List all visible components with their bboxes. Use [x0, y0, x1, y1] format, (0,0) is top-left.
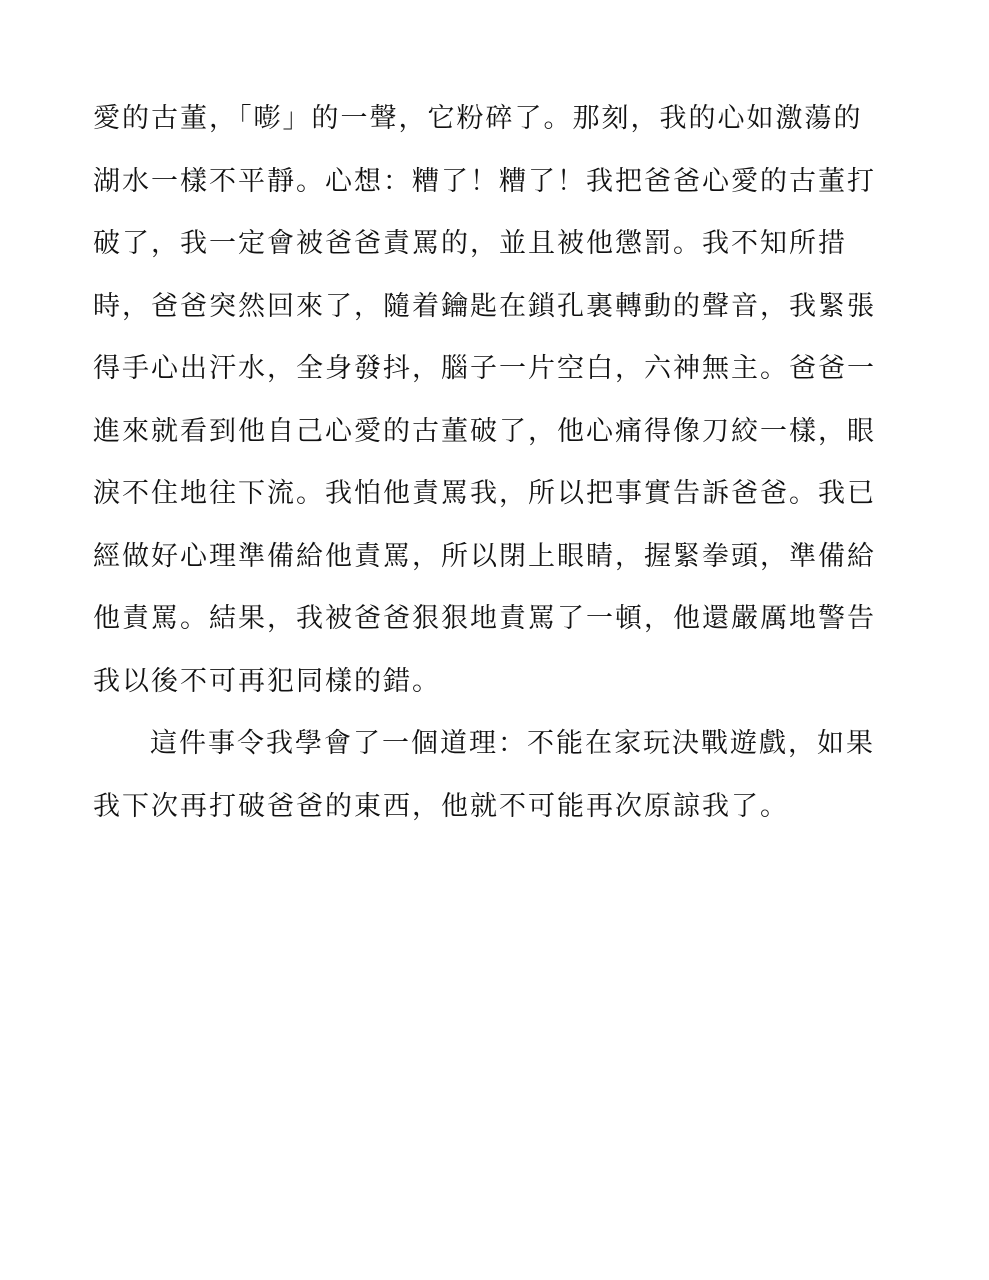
text-line-5: 得手心出汗水，全身發抖，腦子一片空白，六神無主。爸爸一: [93, 353, 876, 384]
essay-text: [93, 88, 893, 838]
paragraph-start-line: 這件事令我學會了一個道理：不能在家玩決戰遊戲，如果: [150, 728, 875, 759]
text-line-6: 進來就看到他自己心愛的古董破了，他心痛得像刀絞一樣，眼: [93, 415, 876, 447]
text-line-9: 他責罵。結果，我被爸爸狠狠地責罵了一頓，他還嚴厲地警告: [93, 603, 876, 634]
text-line-10: 我以後不可再犯同樣的錯。: [93, 665, 441, 697]
text-line-12: 我下次再打破爸爸的東西，他就不可能再次原諒我了。: [93, 790, 789, 822]
text-line-2: 湖水一樣不平靜。心想：糟了！糟了！我把爸爸心愛的古董打: [93, 165, 876, 197]
text-line-8: 經做好心理準備給他責罵，所以閉上眼睛，握緊拳頭，準備給: [93, 540, 876, 572]
text-line-7: 淚不住地往下流。我怕他責罵我，所以把事實告訴爸爸。我已: [93, 478, 876, 509]
text-line-4: 時，爸爸突然回來了，隨着鑰匙在鎖孔裏轉動的聲音，我緊張: [93, 290, 876, 322]
text-line-1: 愛的古董，「嘭」的一聲，它粉碎了。那刻，我的心如激蕩的: [93, 103, 863, 134]
text-line-3: 破了，我一定會被爸爸責罵的，並且被他懲罰。我不知所措: [93, 228, 847, 259]
